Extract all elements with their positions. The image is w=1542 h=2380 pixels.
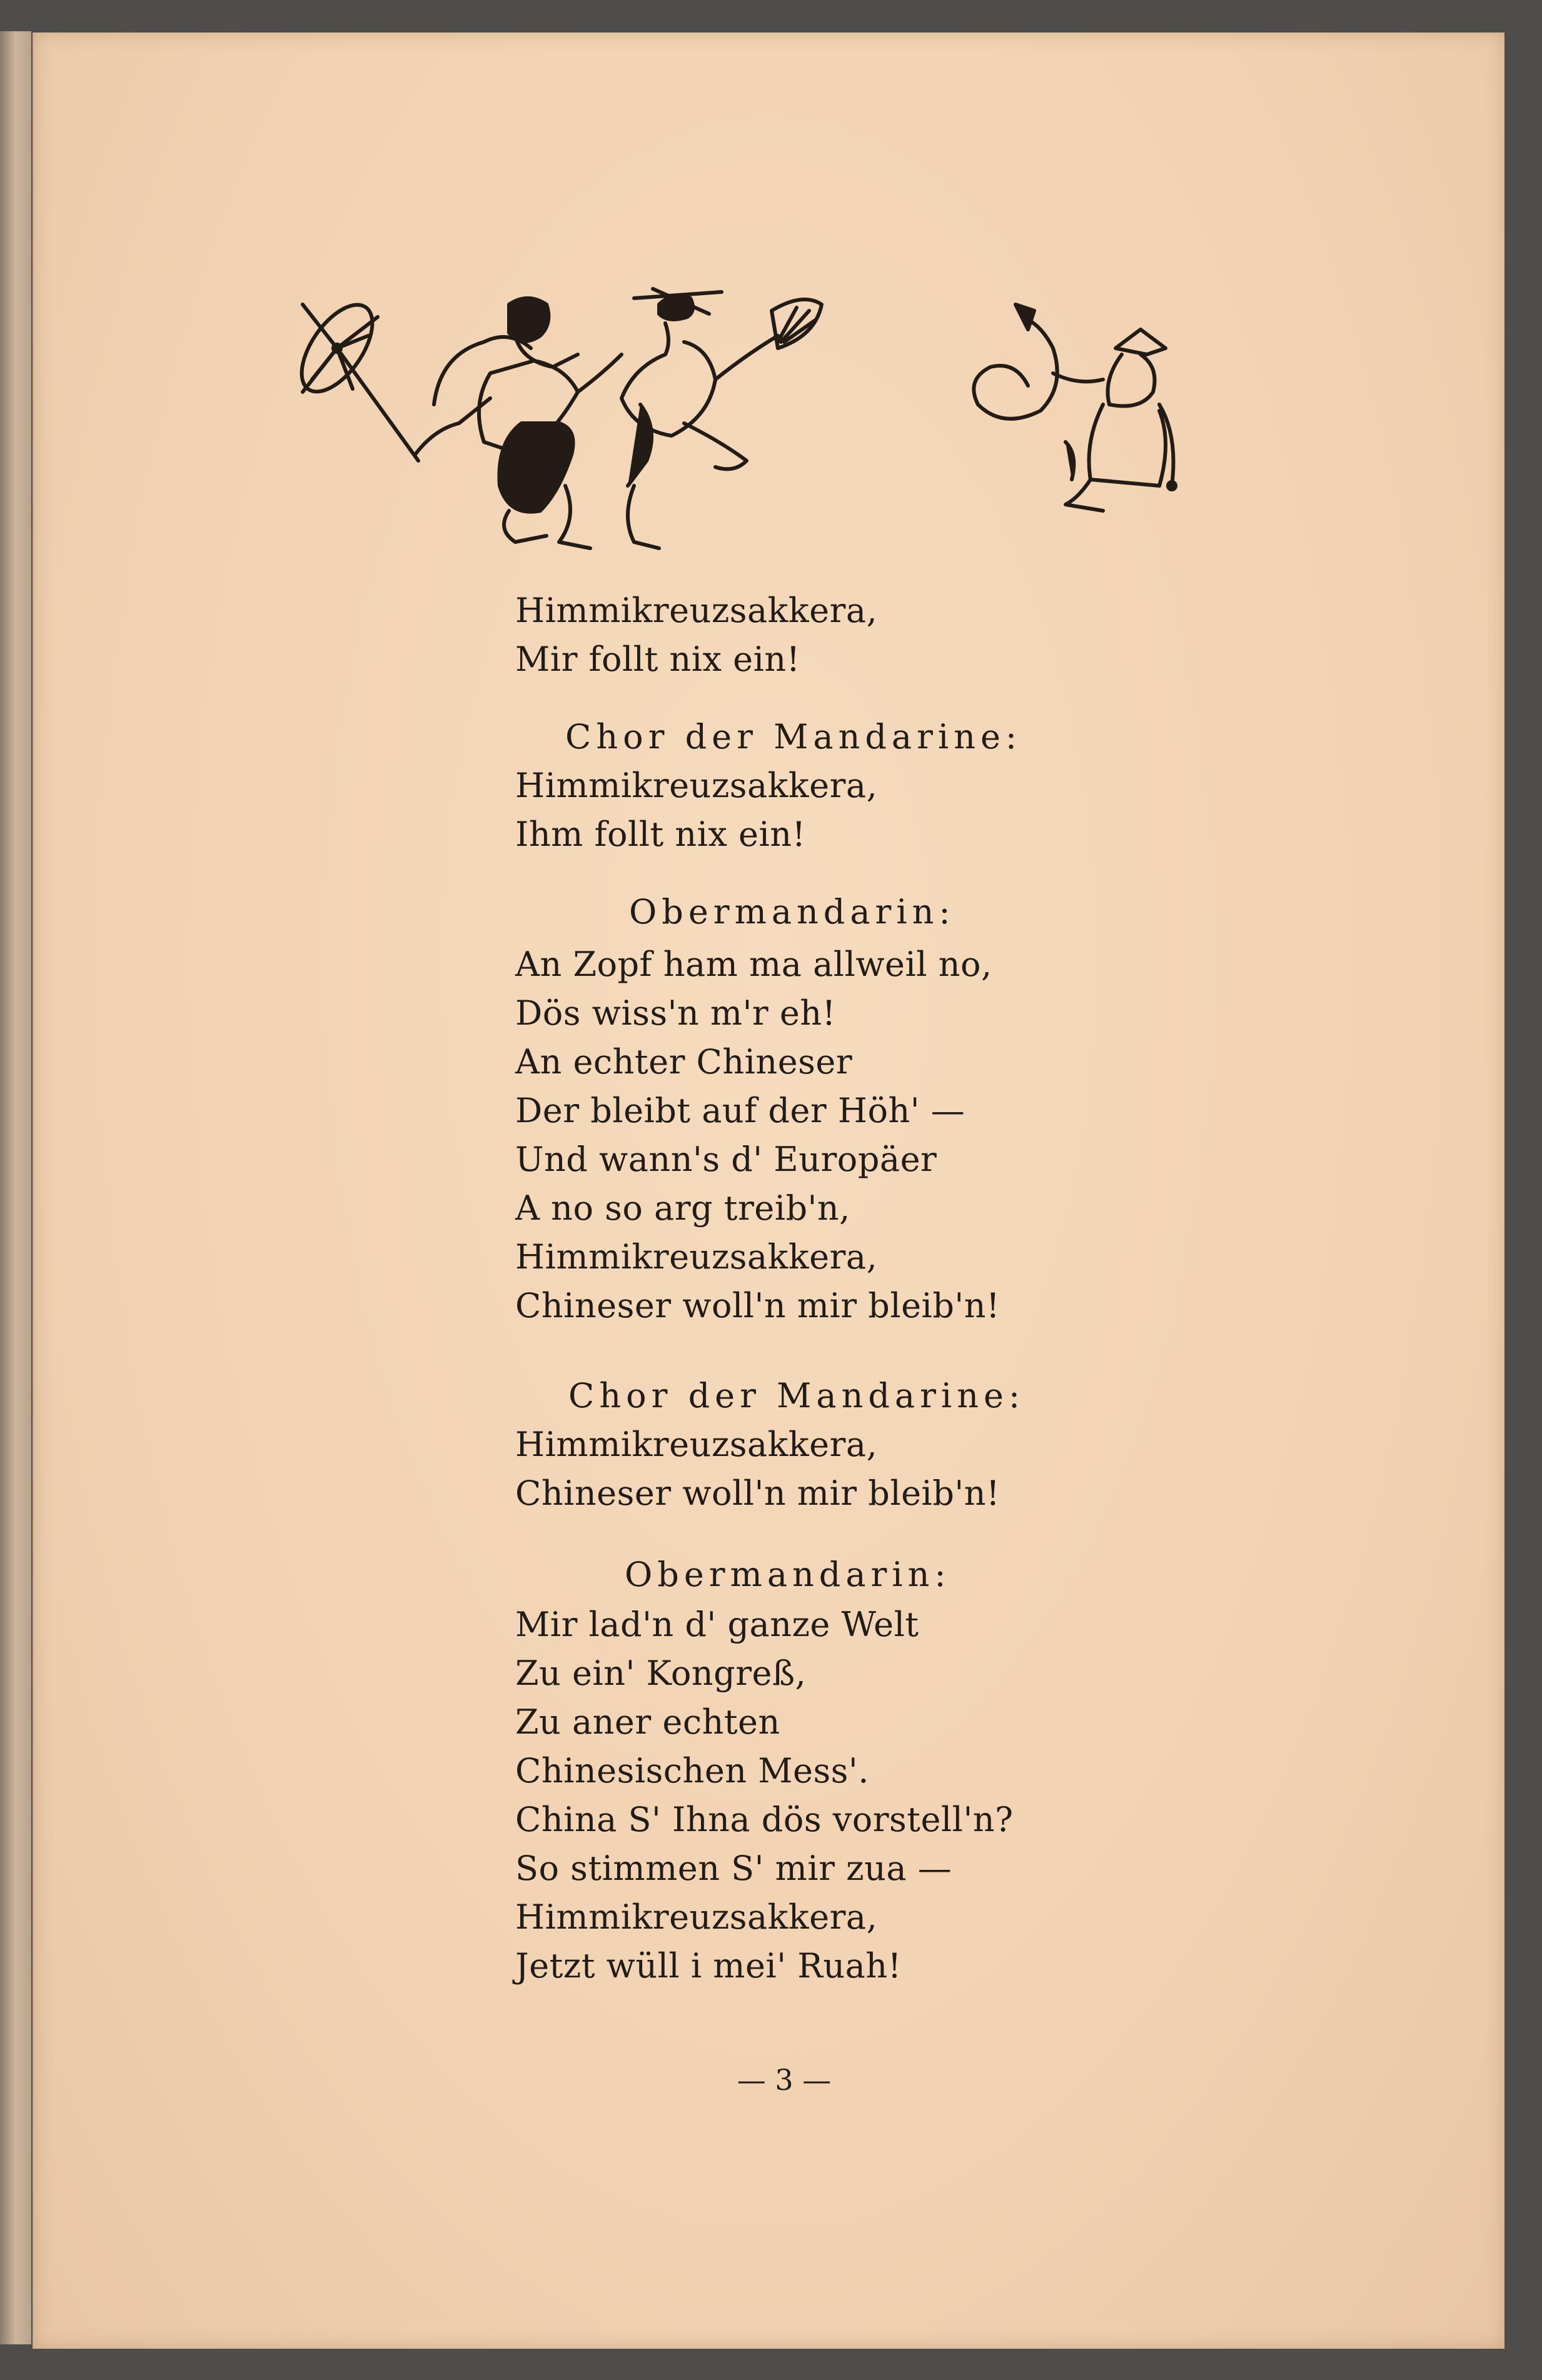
speaker-heading: Obermandarin: <box>629 892 955 931</box>
poem-line: China S' Ihna dös vorstell'n? <box>515 1800 1014 1839</box>
poem-line: Chineser woll'n mir bleib'n! <box>515 1286 1000 1325</box>
speaker-heading: Chor der Mandarine: <box>568 1376 1025 1415</box>
poem-line: An echter Chineser <box>515 1042 853 1082</box>
poem-line: Mir follt nix ein! <box>515 640 800 679</box>
poem-line: An Zopf ham ma allweil no, <box>515 945 992 984</box>
poem-line: Zu aner echten <box>515 1702 780 1742</box>
poem-line: Chinesischen Mess'. <box>515 1751 869 1790</box>
poem-line: Himmikreuzsakkera, <box>515 766 878 805</box>
poem-line: A no so arg treib'n, <box>515 1188 850 1228</box>
poem-text <box>34 33 1504 2349</box>
poem-line: Ihm follt nix ein! <box>515 815 806 854</box>
left-page-edge <box>0 31 31 2344</box>
poem-line: Chineser woll'n mir bleib'n! <box>515 1474 1000 1513</box>
poem-line: Der bleibt auf der Höh' — <box>515 1091 965 1130</box>
poem-line: Dös wiss'n m'r eh! <box>515 993 836 1033</box>
poem-line: Himmikreuzsakkera, <box>515 591 878 630</box>
poem-line: Himmikreuzsakkera, <box>515 1237 878 1277</box>
poem-line: Mir lad'n d' ganze Welt <box>515 1605 919 1644</box>
speaker-heading: Chor der Mandarine: <box>565 717 1022 756</box>
poem-line: Himmikreuzsakkera, <box>515 1425 878 1464</box>
book-page <box>33 33 1504 2349</box>
page-number: — 3 — <box>737 2063 832 2097</box>
poem-line: Jetzt wüll i mei' Ruah! <box>515 1946 902 1986</box>
poem-line: Und wann's d' Europäer <box>515 1140 937 1179</box>
poem-line: Zu ein' Kongreß, <box>515 1654 807 1693</box>
speaker-heading: Obermandarin: <box>625 1555 951 1594</box>
poem-line: So stimmen S' mir zua — <box>515 1849 952 1888</box>
poem-line: Himmikreuzsakkera, <box>515 1897 878 1937</box>
